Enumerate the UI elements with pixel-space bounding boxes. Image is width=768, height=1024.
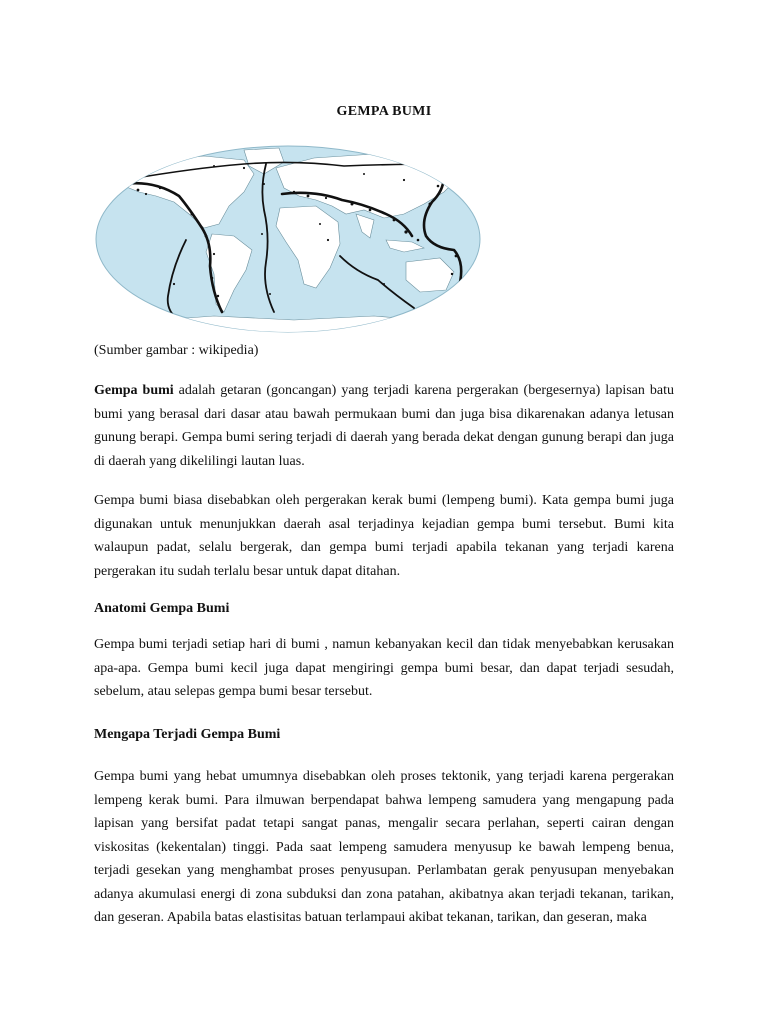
world-earthquake-map-icon [94, 144, 482, 334]
paragraph-intro-text: adalah getaran (goncangan) yang terjadi karena pergerakan (bergesernya) lapisan batu bumi yang berasal dari dasar atau bawah permukaan bumi dan juga bisa dikarenakan adanya letusan gunung berapi. Gempa bumi sering terjadi di daerah yang berada dekat dengan gunung berapi dan juga di daerah yang dikelilingi lautan luas. [94, 383, 674, 469]
image-caption: (Sumber gambar : wikipedia) [94, 343, 259, 358]
paragraph-intro [94, 379, 674, 473]
paragraph-cause: Gempa bumi biasa disebabkan oleh pergerakan kerak bumi (lempeng bumi). Kata gempa bumi juga digunakan untuk menunjukkan daerah asal terjadinya kejadian gempa bumi tersebut. Bumi kita walaupun padat, selalu bergerak, dan gempa bumi terjadi apabila tekanan yang terjadi karena pergerakan itu sudah terlalu besar untuk dapat ditahan. [94, 493, 674, 579]
paragraph-intro-lead: Gempa bumi [94, 383, 174, 398]
paragraph-anatomi: Gempa bumi terjadi setiap hari di bumi , namun kebanyakan kecil dan tidak menyebabkan kerusakan apa-apa. Gempa bumi kecil juga dapat mengiringi gempa bumi besar, dan dapat terjadi sesudah, sebelum, atau selepas gempa bumi besar tersebut. [94, 637, 674, 699]
heading-anatomi: Anatomi Gempa Bumi [94, 601, 230, 616]
page-title: GEMPA BUMI [336, 104, 432, 119]
paragraph-mengapa: Gempa bumi yang hebat umumnya disebabkan oleh proses tektonik, yang terjadi karena pergerakan lempeng kerak bumi. Para ilmuwan berpendapat bahwa lempeng samudera yang mengapung pada lapisan yang bersifat padat tetapi sangat panas, mengalir secara perlahan, seperti cairan dengan viskositas (kekentalan) tinggi. Pada saat lempeng samudera menyusup ke bawah lempeng benua, terjadi gesekan yang menghambat proses penyusupan. Perlambatan gerak penyusupan menyebakan adanya akumulasi energi di zona subduksi dan zona patahan, akibatnya akan terjadi tekanan, tarikan, dan geseran. Apabila batas elastisitas batuan terlampaui akibat tekanan, tarikan, dan geseran, maka [94, 769, 674, 925]
heading-mengapa: Mengapa Terjadi Gempa Bumi [94, 727, 281, 742]
